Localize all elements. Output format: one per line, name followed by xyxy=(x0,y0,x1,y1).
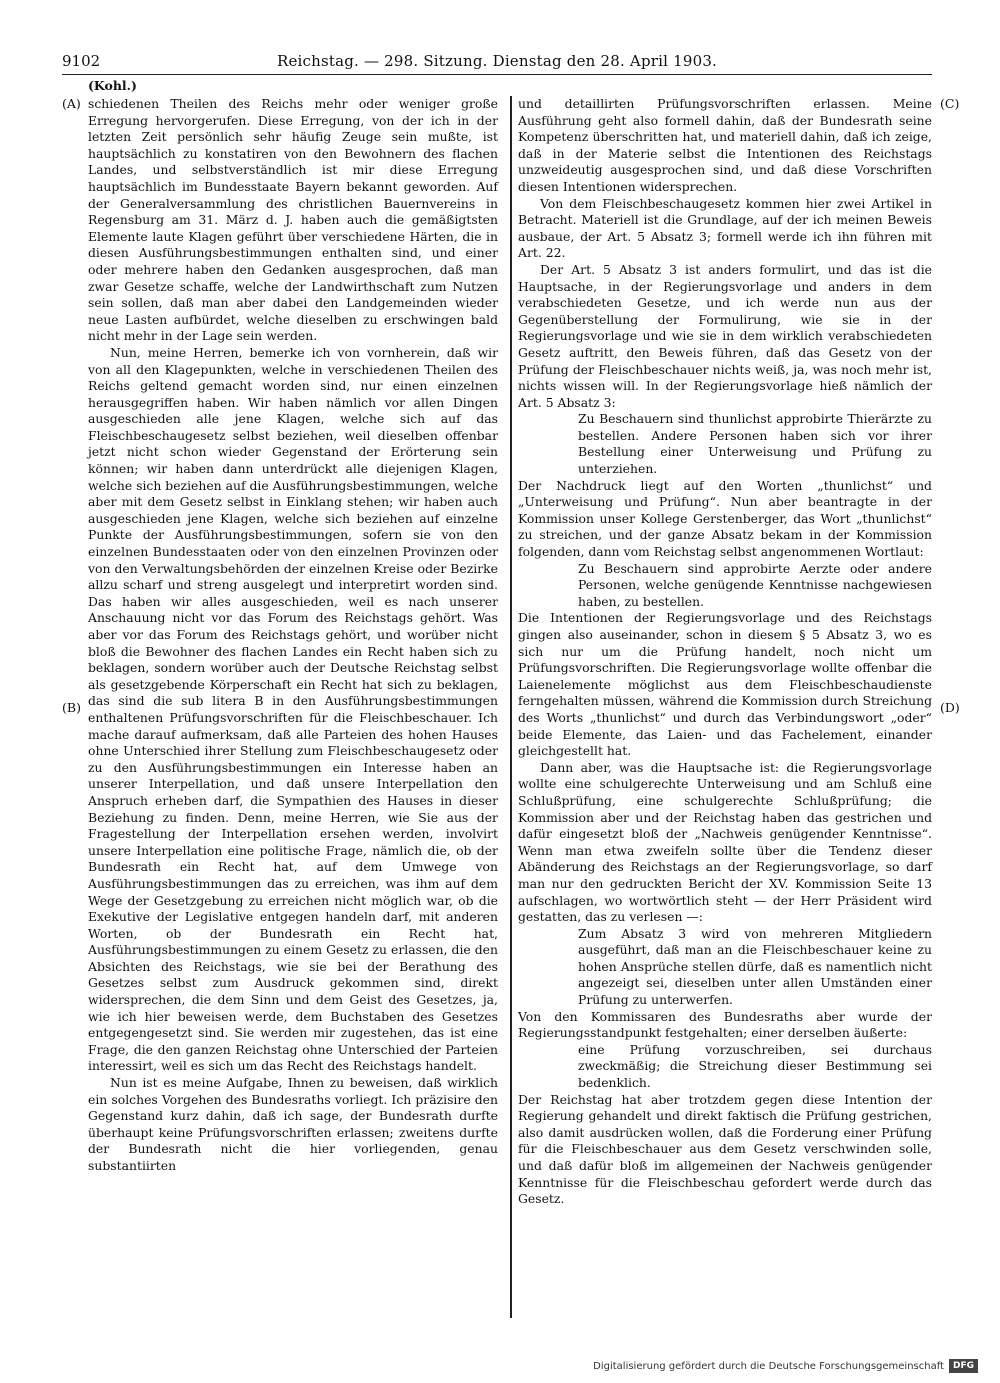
margin-marker-a: (A) xyxy=(62,96,81,111)
footer-text: Digitalisierung gefördert durch die Deutsche Forschungsgemeinschaft xyxy=(593,1360,944,1372)
left-column xyxy=(88,96,498,1306)
margin-marker-d: (D) xyxy=(940,700,960,715)
margin-marker-b: (B) xyxy=(62,700,81,715)
footer-credit xyxy=(593,1359,978,1373)
paragraph: Von den Kommissaren des Bundesraths aber wurde der Regierungsstandpunkt festgehalten; einer derselben äußerte: xyxy=(518,1008,932,1041)
paragraph: Nun ist es meine Aufgabe, Ihnen zu beweisen, daß wirklich ein solches Vorgehen des Bundesraths vorliegt. Ich präzisire den Gegenstand kurz dahin, daß ich sage, der Bundesrath durfte überhaupt keine Prüfungsvorschriften erlassen; zweitens durfte der Bundesrath nicht die hier vorliegenden, genau substantiirten xyxy=(88,1075,498,1173)
block-quote: Zu Beschauern sind thunlichst approbirte Thierärzte zu bestellen. Andere Personen haben sich vor ihrer Bestellung einer Unterweisung und Prüfung zu unterziehen. xyxy=(578,411,932,477)
page-number: 9102 xyxy=(62,52,101,70)
paragraph: Von dem Fleischbeschaugesetz kommen hier zwei Artikel in Betracht. Materiell ist die Grundlage, auf der ich meinen Beweis ausbaue, der Art. 5 Absatz 3; formell werde ich ihn führen mit Art. 22. xyxy=(518,195,932,261)
block-quote: Zu Beschauern sind approbirte Aerzte oder andere Personen, welche genügende Kenntnisse nachgewiesen haben, zu bestellen. xyxy=(578,560,932,609)
margin-marker-c: (C) xyxy=(940,96,960,111)
running-head: Reichstag. — 298. Sitzung. Dienstag den 28. April 1903. xyxy=(276,52,718,70)
block-quote: eine Prüfung vorzuschreiben, sei durchaus zweckmäßig; die Streichung dieser Bestimmung sei bedenklich. xyxy=(578,1041,932,1091)
paragraph: Dann aber, was die Hauptsache ist: die Regierungsvorlage wollte eine schulgerechte Unterweisung und am Schluß eine Schlußprüfung, eine schulgerechte Schlußprüfung; die Kommission aber und der Reichstag haben das gestrichen und dafür eingesetzt bloß der „Nachweis genügender Kenntnisse“. Wenn man etwa zweifeln sollte über die Tendenz dieser Abänderung des Reichstags an der Regierungsvorlage, so darf man nur den gedruckten Bericht der XV. Kommission Seite 13 aufschlagen, wo wortwörtlich steht — der Herr Präsident wird gestatten, das zu verlesen —: xyxy=(518,759,932,925)
paragraph: Nun, meine Herren, bemerke ich von vornherein, daß wir von all den Klagepunkten, welche in verschiedenen Theilen des Reichs geltend gemacht worden sind, nur einen einzelnen herausgegriffen haben. Wir haben nämlich vor allen Dingen ausgeschieden alle jene Klagen, welche sich auf das Fleischbeschaugesetz selbst beziehen, weil dieselben offenbar jetzt nicht schon wieder Gegenstand der Erörterung sein können; wir haben dann unterdrückt alle diejenigen Klagen, welche sich beziehen auf die Ausführungsbestimmungen, welche aber mit dem Gesetz selbst in Einklang stehen; wir haben auch ausgeschieden jene Klagen, welche sich beziehen auf einzelne Punkte der Ausführungsbestimmungen, sofern sie von den einzelnen Bundesstaaten oder von den einzelnen Provinzen oder von den Verwaltungsbehörden der einzelnen Kreise oder Bezirke allzu scharf und streng ausgelegt und interpretirt worden sind. Das haben wir alles ausgeschieden, weil es nach unserer Anschauung nicht vor das Forum des Reichstags gehört. Was aber vor das Forum des Reichstags gehört, und worüber nicht bloß die Bewohner des flachen Landes ein Recht haben sich zu beklagen, sondern worüber auch der Deutsche Reichstag selbst als gesetzgebende Körperschaft ein Recht hat sich zu beklagen, das sind die sub litera B in den Ausführungsbestimmungen enthaltenen Prüfungsvorschriften für die Fleischbeschauer. Ich mache darauf aufmerksam, daß alle Parteien des hohen Hauses ohne Unterschied ihrer Stellung zum Fleischbeschaugesetz oder zu den Ausführungsbestimmungen ein Interesse haben an unserer Interpellation, und daß unsere Interpellation den Anspruch erheben darf, die Sympathien des Hauses in dieser Beziehung zu finden. Denn, meine Herren, wie Sie aus der Fragestellung der Interpellation ersehen werden, involvirt unsere Interpellation eine politische Frage, nämlich die, ob der Bundesrath ein Recht hat, auf dem Umwege von Ausführungsbestimmungen das zu erreichen, was ihm auf dem Wege der Gesetzgebung zu erreichen nicht möglich war, ob die Exekutive der Legislative entgegen handeln darf, mit anderen Worten, ob der Bundesrath ein Recht hat, Ausführungsbestimmungen zu einem Gesetz zu erlassen, die den Absichten des Reichstags, wie sie bei der Berathung des Gesetzes selbst zum Ausdruck gekommen sind, direkt widersprechen, die dem Sinn und dem Geist des Gesetzes, ja, wie ich hier beweisen werde, dem Buchstaben des Gesetzes entgegengesetzt sind. Sie werden mir zugestehen, das ist eine Frage, die den ganzen Reichstag ohne Unterschied der Parteien interessirt, weil es sich um das Recht des Reichstags handelt. xyxy=(88,344,498,1074)
paragraph: Der Art. 5 Absatz 3 ist anders formulirt, und das ist die Hauptsache, in der Regierungsvorlage und anders in dem verabschiedeten Gesetze, und ich werde nun aus der Gegenüberstellung der Formulirung, wie sie in der Regierungsvorlage und wie sie in dem wirklich verabschiedeten Gesetz auftritt, den Beweis führen, daß das Gesetz von der Prüfung der Fleischbeschauer nichts weiß, ja, was noch mehr ist, nichts wissen will. In der Regierungsvorlage hieß nämlich der Art. 5 Absatz 3: xyxy=(518,261,932,410)
paragraph: und detaillirten Prüfungsvorschriften erlassen. Meine Ausführung geht also formell dahin, daß der Bundesrath seine Kompetenz überschritten hat, und materiell dahin, daß ich zeige, daß in der Materie selbst die Intentionen des Reichstags unzweideutig ausgesprochen sind, und daß diese Vorschriften diesen Intentionen widersprechen. xyxy=(518,96,932,194)
dfg-logo: DFG xyxy=(949,1359,978,1373)
column-divider xyxy=(510,96,512,1318)
paragraph: schiedenen Theilen des Reichs mehr oder weniger große Erregung hervorgerufen. Diese Erregung, von der ich in der letzten Zeit persönlich sehr häufig Zeuge sein mußte, ist hauptsächlich zu konstatiren von den Bewohnern des flachen Landes, und selbstverständlich ist mir diese Erregung hauptsächlich im Bundesstaate Bayern bekannt geworden. Auf der Generalversammlung des christlichen Bauernvereins in Regensburg am 31. März d. J. haben auch die gemäßigtsten Elemente laute Klagen geführt über verschiedene Härten, die in diesen Ausführungsbestimmungen enthalten sind, und einer oder mehrere haben den Gedanken ausgesprochen, daß man zwar Gesetze schaffe, welche der Landwirthschaft zum Nutzen sein sollen, daß man aber dabei den Landgemeinden wieder neue Lasten aufbürdet, welche dieselben zu erschwingen bald nicht mehr in der Lage sein werden. xyxy=(88,96,498,344)
speaker-label: (Kohl.) xyxy=(88,78,137,93)
paragraph: Die Intentionen der Regierungsvorlage und des Reichstags gingen also auseinander, schon in diesem § 5 Absatz 3, wo es sich nur um die Prüfung handelt, noch nicht um Prüfungsvorschriften. Die Regierungsvorlage wollte offenbar die Laienelemente möglichst aus dem Fleischbeschaudienste ferngehalten müssen, während die Kommission durch Streichung des Worts „thunlichst“ und durch das Verbindungswort „oder“ beide Elemente, das Laien- und das Fachelement, einander gleichgestellt hat. xyxy=(518,610,932,759)
block-quote: Zum Absatz 3 wird von mehreren Mitgliedern ausgeführt, daß man an die Fleischbeschauer keine zu hohen Ansprüche stellen dürfe, daß es namentlich nicht angezeigt sei, dieselben unter allen Umständen einer Prüfung zu unterwerfen. xyxy=(578,925,932,1008)
paragraph: Der Reichstag hat aber trotzdem gegen diese Intention der Regierung gehandelt und direkt faktisch die Prüfung gestrichen, also damit ausdrücken wollen, daß die Forderung einer Prüfung für die Fleischbeschauer aus dem Gesetz verschwinden solle, und daß dafür bloß im allgemeinen der Nachweis genügender Kenntnisse für die Fleischbeschau gefordert werde durch das Gesetz. xyxy=(518,1091,932,1207)
paragraph: Der Nachdruck liegt auf den Worten „thunlichst“ und „Unterweisung und Prüfung“. Nun aber beantragte in der Kommission unser Kollege Gerstenberger, das Wort „thunlichst“ zu streichen, und der ganze Absatz bekam in der Kommission folgenden, dann vom Reichstag selbst angenommenen Wortlaut: xyxy=(518,477,932,560)
page-header xyxy=(62,52,932,75)
right-column xyxy=(518,96,932,1306)
